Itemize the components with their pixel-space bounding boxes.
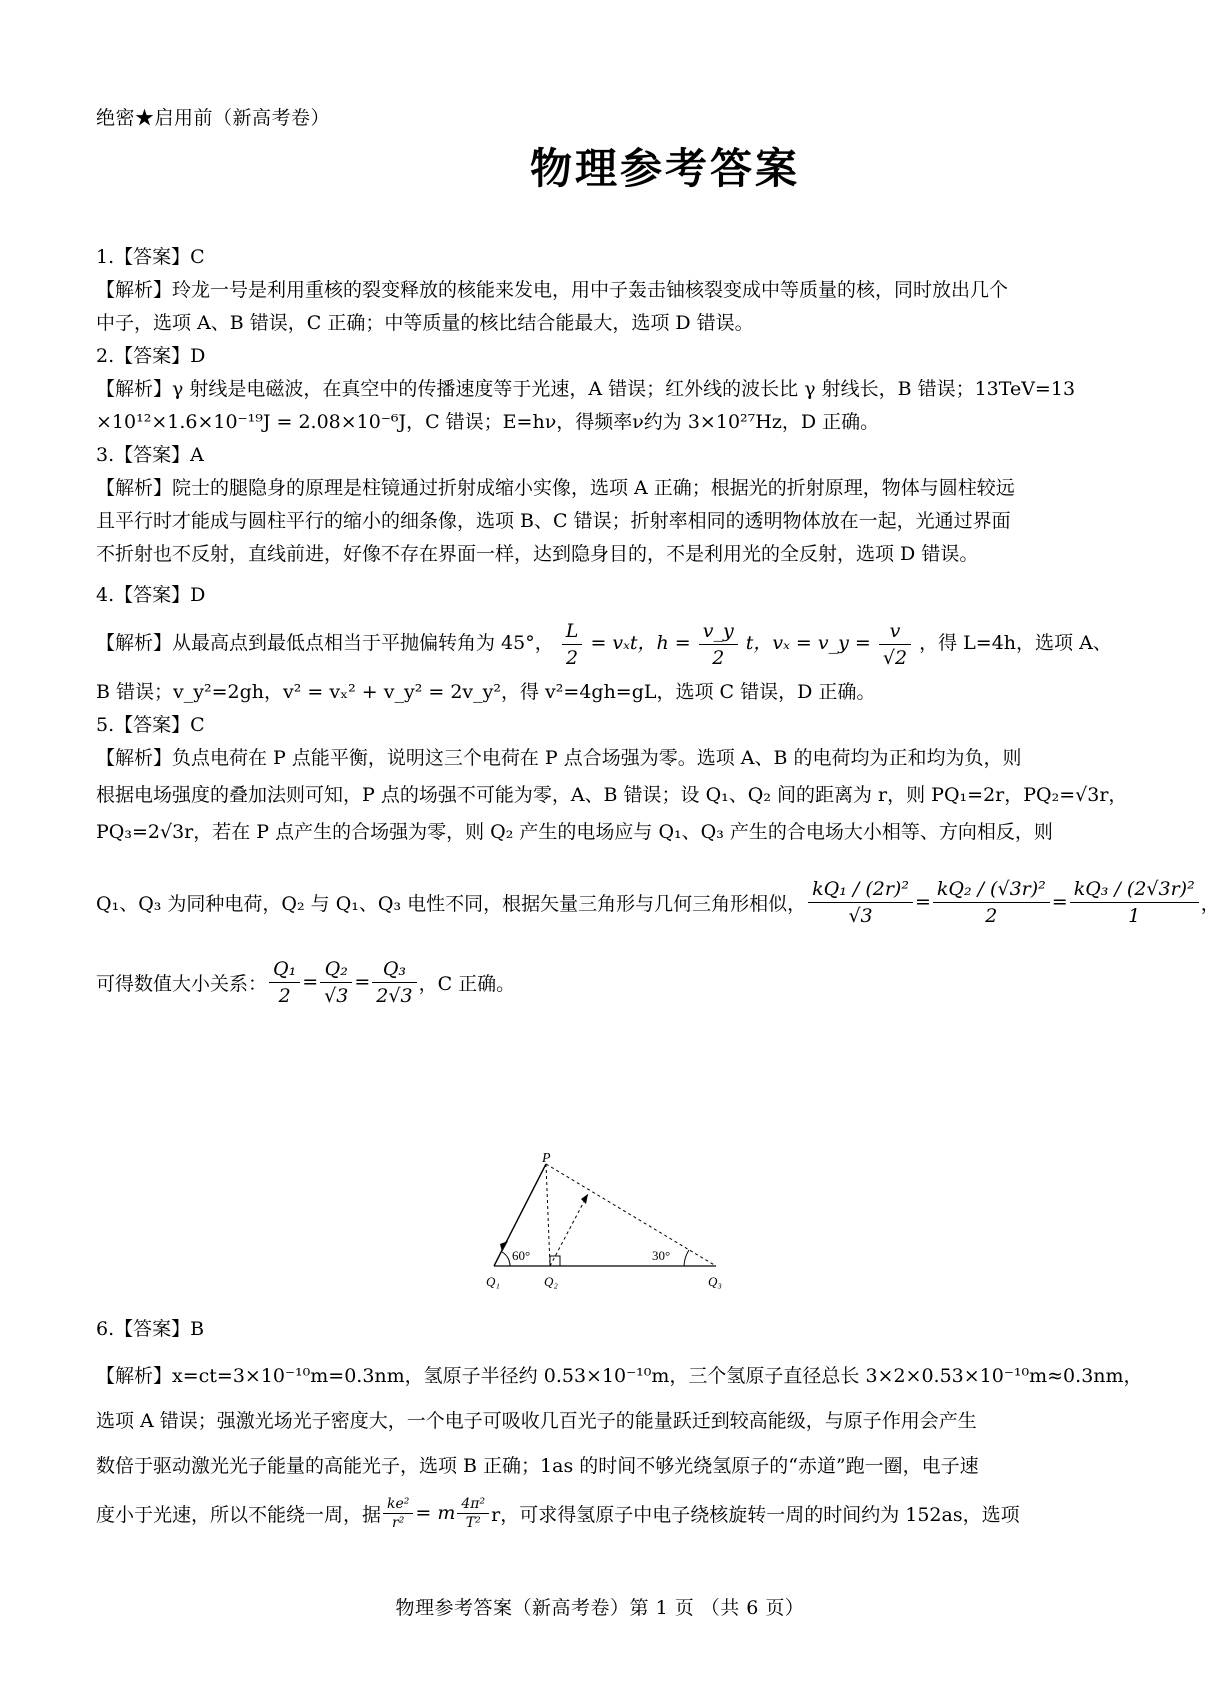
q5-text: Q₁、Q₃ 为同种电荷，Q₂ 与 Q₁、Q₃ 电性不同，根据矢量三角形与几何三角形相似， <box>96 892 807 915</box>
q5-analysis-line: 可得数值大小关系： $\frac{\text{Q₁}}{2}$ = $\frac{\text{Q₂}}{√3}$ = $\frac{\text{Q₃}}{2√3}$ ，C 正确。 <box>96 957 516 1007</box>
q6-analysis-line: 【解析】x=ct=3×10⁻¹⁰m=0.3nm，氢原子半径约 0.53×10⁻¹⁰m，三个氢原子直径总长 3×2×0.53×10⁻¹⁰m≈0.3nm， <box>96 1365 1143 1387</box>
q6-text: r，可求得氢原子中电子绕核旋转一周的时间约为 152as，选项 <box>491 1503 1020 1526</box>
q4-analysis-line: B 错误；v_y²=2gh，v² = vₓ² + v_y² = 2v_y²，得 v²=4gh=gL，选项 C 错误，D 正确。 <box>96 681 876 703</box>
fraction-ke2-over-r2: $\frac{\text{ke²}}{\text{r²}}$ <box>383 1495 413 1532</box>
q5-analysis-line: PQ₃=2√3r，若在 P 点产生的合场强为零，则 Q₂ 产生的电场应与 Q₁、Q₃ 产生的合电场大小相等、方向相反，则 <box>96 821 1053 843</box>
label-q3: Q₃ <box>708 1274 722 1289</box>
label-angle-30: 30° <box>652 1248 671 1263</box>
q3-analysis-line: 【解析】院士的腿隐身的原理是柱镜通过折射成缩小实像，选项 A 正确；根据光的折射原理，物体与圆柱较远 <box>96 477 1015 499</box>
q4-text: ，得 L=4h，选项 A、 <box>919 632 1112 654</box>
q4-text: 【解析】从最高点到最低点相当于平抛偏转角为 45°， <box>96 632 554 654</box>
equation-term-3: $\frac{\text{kQ₃ / (2√3r)²}}{1}$ <box>1070 876 1199 929</box>
q6-block <box>96 1313 1143 1537</box>
q6-answer: 6.【答案】B <box>96 1318 205 1340</box>
q4-analysis-line <box>96 616 1120 670</box>
q6-analysis-line <box>96 1489 1120 1537</box>
label-q1: Q₁ <box>486 1274 500 1289</box>
q1-answer: 1.【答案】C <box>96 246 205 268</box>
fraction-L-over-2: $\frac{L}{2}$ <box>562 618 583 671</box>
q1-analysis-line: 【解析】玲龙一号是利用重核的裂变释放的核能来发电，用中子轰击铀核裂变成中等质量的核，同时放出几个 <box>96 279 1009 301</box>
q6-analysis-line: 选项 A 错误；强激光场光子密度大，一个电子可吸收几百光子的能量跃迁到较高能级，与原子作用会产生 <box>96 1410 977 1432</box>
answer-body <box>96 241 1220 1013</box>
label-p: P <box>542 1151 551 1166</box>
line-p-q3 <box>546 1164 716 1266</box>
q6-text: 度小于光速，所以不能绕一周，据 <box>96 1503 382 1526</box>
label-angle-60: 60° <box>512 1248 531 1263</box>
q2-answer: 2.【答案】D <box>96 345 206 367</box>
charge-triangle-figure <box>480 1151 740 1298</box>
q5-text: ，C 正确。 <box>418 972 516 995</box>
ratio-term-3: $\frac{\text{Q₃}}{2√3}$ <box>372 956 416 1009</box>
line-p-q2 <box>546 1164 550 1266</box>
fraction-v-over-root2: $\frac{v}{√2}$ <box>879 618 911 671</box>
q1-analysis-line: 中子，选项 A、B 错误，C 正确；中等质量的核比结合能最大，选项 D 错误。 <box>96 312 754 334</box>
page-title: 物理参考答案 <box>529 144 800 193</box>
ratio-term-1: $\frac{\text{Q₁}}{2}$ <box>269 956 300 1009</box>
q6-text: = m <box>415 1502 456 1524</box>
equation-term-2: $\frac{\text{kQ₂ / (√3r)²}}{2}$ <box>933 876 1050 929</box>
q4-text: t，vₓ = v_y = <box>745 632 871 654</box>
vector-q2 <box>550 1194 588 1266</box>
q2-analysis-line: 【解析】γ 射线是电磁波，在真空中的传播速度等于光速，A 错误；红外线的波长比 γ 射线长，B 错误；13TeV=13 <box>96 378 1076 400</box>
q4-answer: 4.【答案】D <box>96 584 206 606</box>
right-angle-marker <box>550 1256 560 1266</box>
page-footer: 物理参考答案（新高考卷）第 1 页 （共 6 页） <box>395 1597 805 1619</box>
angle-arc-30 <box>684 1250 689 1266</box>
q5-analysis-line: 根据电场强度的叠加法则可知，P 点的场强不可能为零，A、B 错误；设 Q₁、Q₂ 间的距离为 r，则 PQ₁=2r，PQ₂=√3r， <box>96 784 1128 806</box>
equation-term-1: $\frac{\text{kQ₁ / (2r)²}}{√3}$ <box>808 876 913 929</box>
q4-text: = vₓt，h = <box>590 632 691 654</box>
fraction-vy-over-2: $\frac{v\_y}{2}$ <box>699 618 738 671</box>
q5-answer: 5.【答案】C <box>96 714 205 736</box>
ratio-term-2: $\frac{\text{Q₂}}{√3}$ <box>320 956 352 1009</box>
q2-analysis-line: ×10¹²×1.6×10⁻¹⁹J = 2.08×10⁻⁶J，C 错误；E=hν，得频率ν约为 3×10²⁷Hz，D 正确。 <box>96 411 880 433</box>
q3-analysis-line: 且平行时才能成与圆柱平行的缩小的细条像，选项 B、C 错误；折射率相同的透明物体放在一起，光通过界面 <box>96 510 1011 532</box>
q5-analysis-line: 【解析】负点电荷在 P 点能平衡，说明这三个电荷在 P 点合场强为零。选项 A、B 的电荷均为正和均为负，则 <box>96 747 1022 769</box>
confidential-label: 绝密★启用前（新高考卷） <box>96 107 331 129</box>
label-q2: Q₂ <box>544 1274 558 1289</box>
angle-arc-60 <box>502 1252 510 1266</box>
q5-text: 可得数值大小关系： <box>96 972 268 995</box>
q6-analysis-line: 数倍于驱动激光光子能量的高能光子，选项 B 正确；1as 的时间不够光绕氢原子的“赤道”跑一圈，电子速 <box>96 1455 979 1477</box>
q5-analysis-line: Q₁、Q₃ 为同种电荷，Q₂ 与 Q₁、Q₃ 电性不同，根据矢量三角形与几何三角形相似， $\frac{\text{kQ₁ / (2r)²}}{√3}$ = $\frac{\text{kQ₂ / (√3r)²}}{2}$ = $\frac{\text{kQ₃ / (2√3r)²}}{1}$ ， <box>96 877 1220 927</box>
arrow-head-q2 <box>581 1194 588 1204</box>
q3-analysis-line: 不折射也不反射，直线前进，好像不存在界面一样，达到隐身目的，不是利用光的全反射，选项 D 错误。 <box>96 543 979 565</box>
fraction-4pi2-over-T2: $\frac{\text{4π²}}{\text{T²}}$ <box>457 1495 489 1532</box>
q3-answer: 3.【答案】A <box>96 444 204 466</box>
